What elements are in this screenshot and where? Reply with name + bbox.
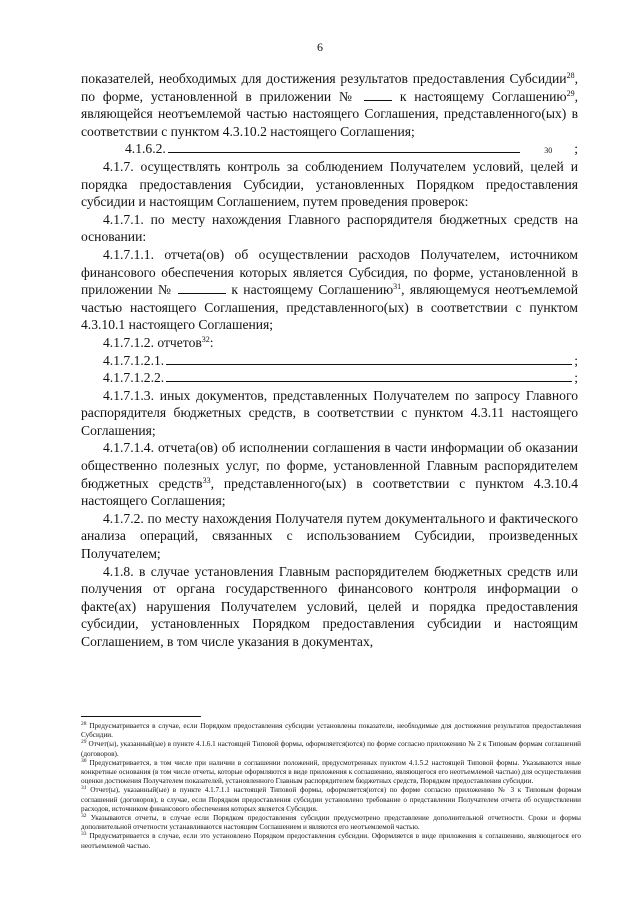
document-body [81,70,578,651]
footnote-text: Предусматривается в случае, если это установлено Порядком предоставления субсидии. Оформляется в виде приложения к соглашению, являющегося его неотъемлемой частью. [81,832,582,850]
paragraph: 4.1.8. в случае установления Главным распорядителем бюджетных средств или получения от органа государственного финансового контроля информации о факте(ах) нарушения Получателем условий, целей и порядка предоставления субсидии, установленных Порядком предоставления субсидии и настоящим Соглашением, в том числе указания в документах, [81,563,578,649]
paragraph-text: показателей, необходимых для достижения результатов предоставления Субсидии [81,71,567,86]
paragraph-text: , по форме, установленной в приложении № [81,71,578,104]
footnote-ref: 33 [202,475,211,485]
footnote [81,814,581,832]
paragraph: 4.1.7.1.3. иных документов, представленных Получателем по запросу Главного распорядителя бюджетных средств, в соответствии с пунктом 4.3.11 настоящего Соглашения; [81,387,578,438]
footnote [81,740,581,758]
paragraph-text: к настоящему Соглашению [399,88,567,104]
paragraph-text: 4.1.7.1.2. отчетов [103,334,202,350]
blank-field [178,282,226,294]
paragraph-text: , являющейся неотъемлемой частью настоящего Соглашения, представленного(ых) в соответствии с пунктом 4.3.10.2 настоящего Соглашения; [81,88,578,139]
footnote [81,722,581,740]
paragraph-text: 4.1.7.1.4. отчета(ов) об исполнении соглашения в части информации об оказании общественно полезных услуг, по форме, установленной Главным распорядителем бюджетных средств [81,440,578,491]
footnote-number: 32 [81,813,87,820]
blank-line [166,352,572,365]
line-end: ; [574,352,578,368]
footnote [81,759,581,787]
footnote-ref: 29 [566,88,575,98]
paragraph-text: 4.1.7.1.1. отчета(ов) об осуществлении расходов Получателем, источником финансового обеспечения которых является Субсидия, по форме, установленной в приложении № [81,246,578,298]
footnote-text: Предусматривается, в том числе при наличии в соглашении положений, предусмотренных пунктом 4.1.5.2 настоящей Типовой формы. Указываются иные конкретные основания (в том числе отчеты, которые оформляются в виде приложения к соглашению, являющегося его неотъемлемой частью) для осуществления оценки достижения Получателем показателей, установленного Главным распорядителем бюджетных средств, Порядком предоставления субсидии. [81,758,581,786]
blank-line [168,140,520,153]
paragraph: 4.1.7. осуществлять контроль за соблюдением Получателем условий, целей и порядка предоставления Субсидии, установленных Порядком предоставления субсидии и настоящим Соглашением, путем проведения проверок: [81,158,578,210]
footnote-divider [81,716,201,717]
line-end: : [209,334,214,350]
footnote-ref: 28 [566,71,575,80]
clause-number: 4.1.6.2. [125,141,166,157]
paragraph-text: , представленного(ых) в соответствии с пунктом 4.3.10.4 настоящего Соглашения; [81,475,578,509]
paragraph-text: к настоящему Соглашению [231,282,394,298]
clause-number: 4.1.7.1.2.1. [103,352,165,368]
fill-in-line [81,369,578,387]
footnote-number: 33 [81,831,87,838]
footnote-number: 29 [81,739,87,746]
fill-in-line [81,352,578,370]
footnote [81,832,581,850]
footnote-text: Отчет(ы), указанный(ые) в пункте 4.1.7.1.1 настоящей Типовой формы, оформляется(ются) по форме согласно приложению № 3 к Типовым формам соглашений (договоров), в случае, если Порядком предоставления субсидии установлено требование о представлении Получателем отчета об осуществлении расходов, источником финансового обеспечения которых является Субсидия. [81,786,582,813]
footnotes [81,722,581,851]
blank-field [364,89,392,101]
footnote-text: Предусматривается в случае, если Порядком предоставления субсидии установлены показатели, необходимые для достижения результатов предоставления Субсидии. [81,722,582,740]
footnote-text: Отчет(ы), указанный(ые) в пункте 4.1.6.1 настоящей Типовой формы, оформляется(ются) по форме согласно приложению № 2 к Типовым формам соглашений (договоров). [81,740,582,758]
paragraph [81,334,578,352]
clause-number: 4.1.7.1.2.2. [103,370,165,386]
footnote-ref: 31 [393,282,402,292]
paragraph [81,439,578,509]
footnote-text: Указываются отчеты, в случае если Порядком предоставления субсидии предусмотрено представление дополнительной отчетности. Сроки и формы дополнительной отчетности устанавливаются настоящим Соглашением и являются его неотъемлемой частью. [81,814,582,832]
paragraph [81,70,578,140]
line-end: ; [574,141,578,157]
line-end: ; [574,370,578,386]
footnote-number: 28 [81,721,87,727]
paragraph-text: , являющемуся неотъемлемой частью настоящего Соглашения, представленного(ых) в соответствии с пунктом 4.3.10.1 настоящего Соглашения; [81,282,579,333]
blank-line [166,369,572,382]
footnote [81,786,581,814]
page-number: 6 [317,40,323,54]
paragraph: 4.1.7.1. по месту нахождения Главного распорядителя бюджетных средств на основании: [81,211,578,245]
paragraph [81,246,578,334]
footnote-ref: 32 [201,334,210,344]
fill-in-line: 4.1.6.2. 30 ; [81,140,578,158]
paragraph: 4.1.7.2. по месту нахождения Получателя путем документального и фактического анализа операций, связанных с использованием Субсидии, произведенных Получателем; [81,510,578,562]
footnote-number: 30 [81,757,87,764]
footnote-number: 31 [81,785,87,792]
